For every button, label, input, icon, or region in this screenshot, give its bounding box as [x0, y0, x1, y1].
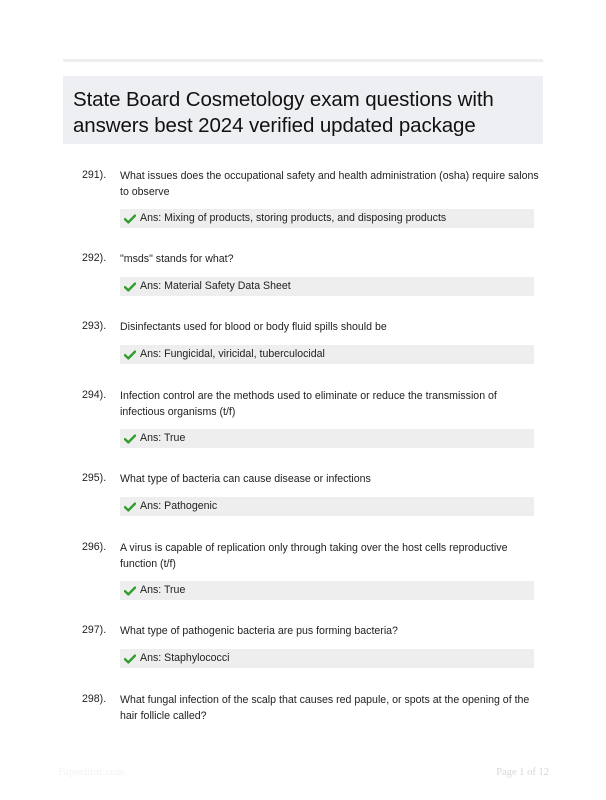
question-number: 294).	[82, 389, 107, 401]
question-number: 295).	[82, 472, 107, 484]
question-text: What fungal infection of the scalp that causes red papule, or spots at the opening of the hair follicle called?	[120, 694, 530, 722]
answer-text: Ans: True	[140, 432, 186, 444]
checkmark-icon	[124, 214, 136, 224]
answer-box	[120, 581, 534, 600]
question-text: What type of bacteria can cause disease or infections	[120, 473, 371, 485]
document-title: State Board Cosmetology exam questions with answers best 2024 verified updated package	[73, 88, 494, 137]
checkmark-icon	[124, 586, 136, 596]
question-text: What issues does the occupational safety and health administration (osha) require salons to observe	[120, 170, 539, 198]
answer-box	[120, 429, 534, 448]
question-text: A virus is capable of replication only through taking over the host cells reproductive function (t/f)	[120, 542, 508, 570]
question-number: 297).	[82, 624, 107, 636]
question-text: "msds" stands for what?	[120, 253, 234, 265]
answer-box	[120, 277, 534, 296]
checkmark-icon	[124, 502, 136, 512]
answer-text: Ans: Material Safety Data Sheet	[140, 280, 291, 292]
answer-text: Ans: Mixing of products, storing products, and disposing products	[140, 212, 447, 224]
answer-text: Ans: Fungicidal, viricidal, tuberculocidal	[140, 348, 325, 360]
answer-text: Ans: True	[140, 584, 186, 596]
question-text: What type of pathogenic bacteria are pus forming bacteria?	[120, 625, 398, 637]
question-text: Infection control are the methods used to eliminate or reduce the transmission of infectious organisms (t/f)	[120, 390, 497, 418]
top-divider	[63, 59, 543, 62]
answer-box	[120, 649, 534, 668]
answer-box	[120, 345, 534, 364]
question-number: 298).	[82, 693, 107, 705]
checkmark-icon	[124, 282, 136, 292]
page-indicator: Page 1 of 12	[496, 767, 549, 778]
answer-box	[120, 209, 534, 228]
watermark-text: Paperlibit.com	[58, 768, 125, 778]
answer-box	[120, 497, 534, 516]
question-number: 292).	[82, 252, 107, 264]
question-text: Disinfectants used for blood or body fluid spills should be	[120, 321, 387, 333]
question-number: 291).	[82, 169, 107, 181]
checkmark-icon	[124, 654, 136, 664]
checkmark-icon	[124, 350, 136, 360]
answer-text: Ans: Staphylococci	[140, 652, 230, 664]
question-number: 293).	[82, 320, 107, 332]
title-banner	[63, 76, 543, 144]
checkmark-icon	[124, 434, 136, 444]
question-number: 296).	[82, 541, 107, 553]
answer-text: Ans: Pathogenic	[140, 500, 218, 512]
